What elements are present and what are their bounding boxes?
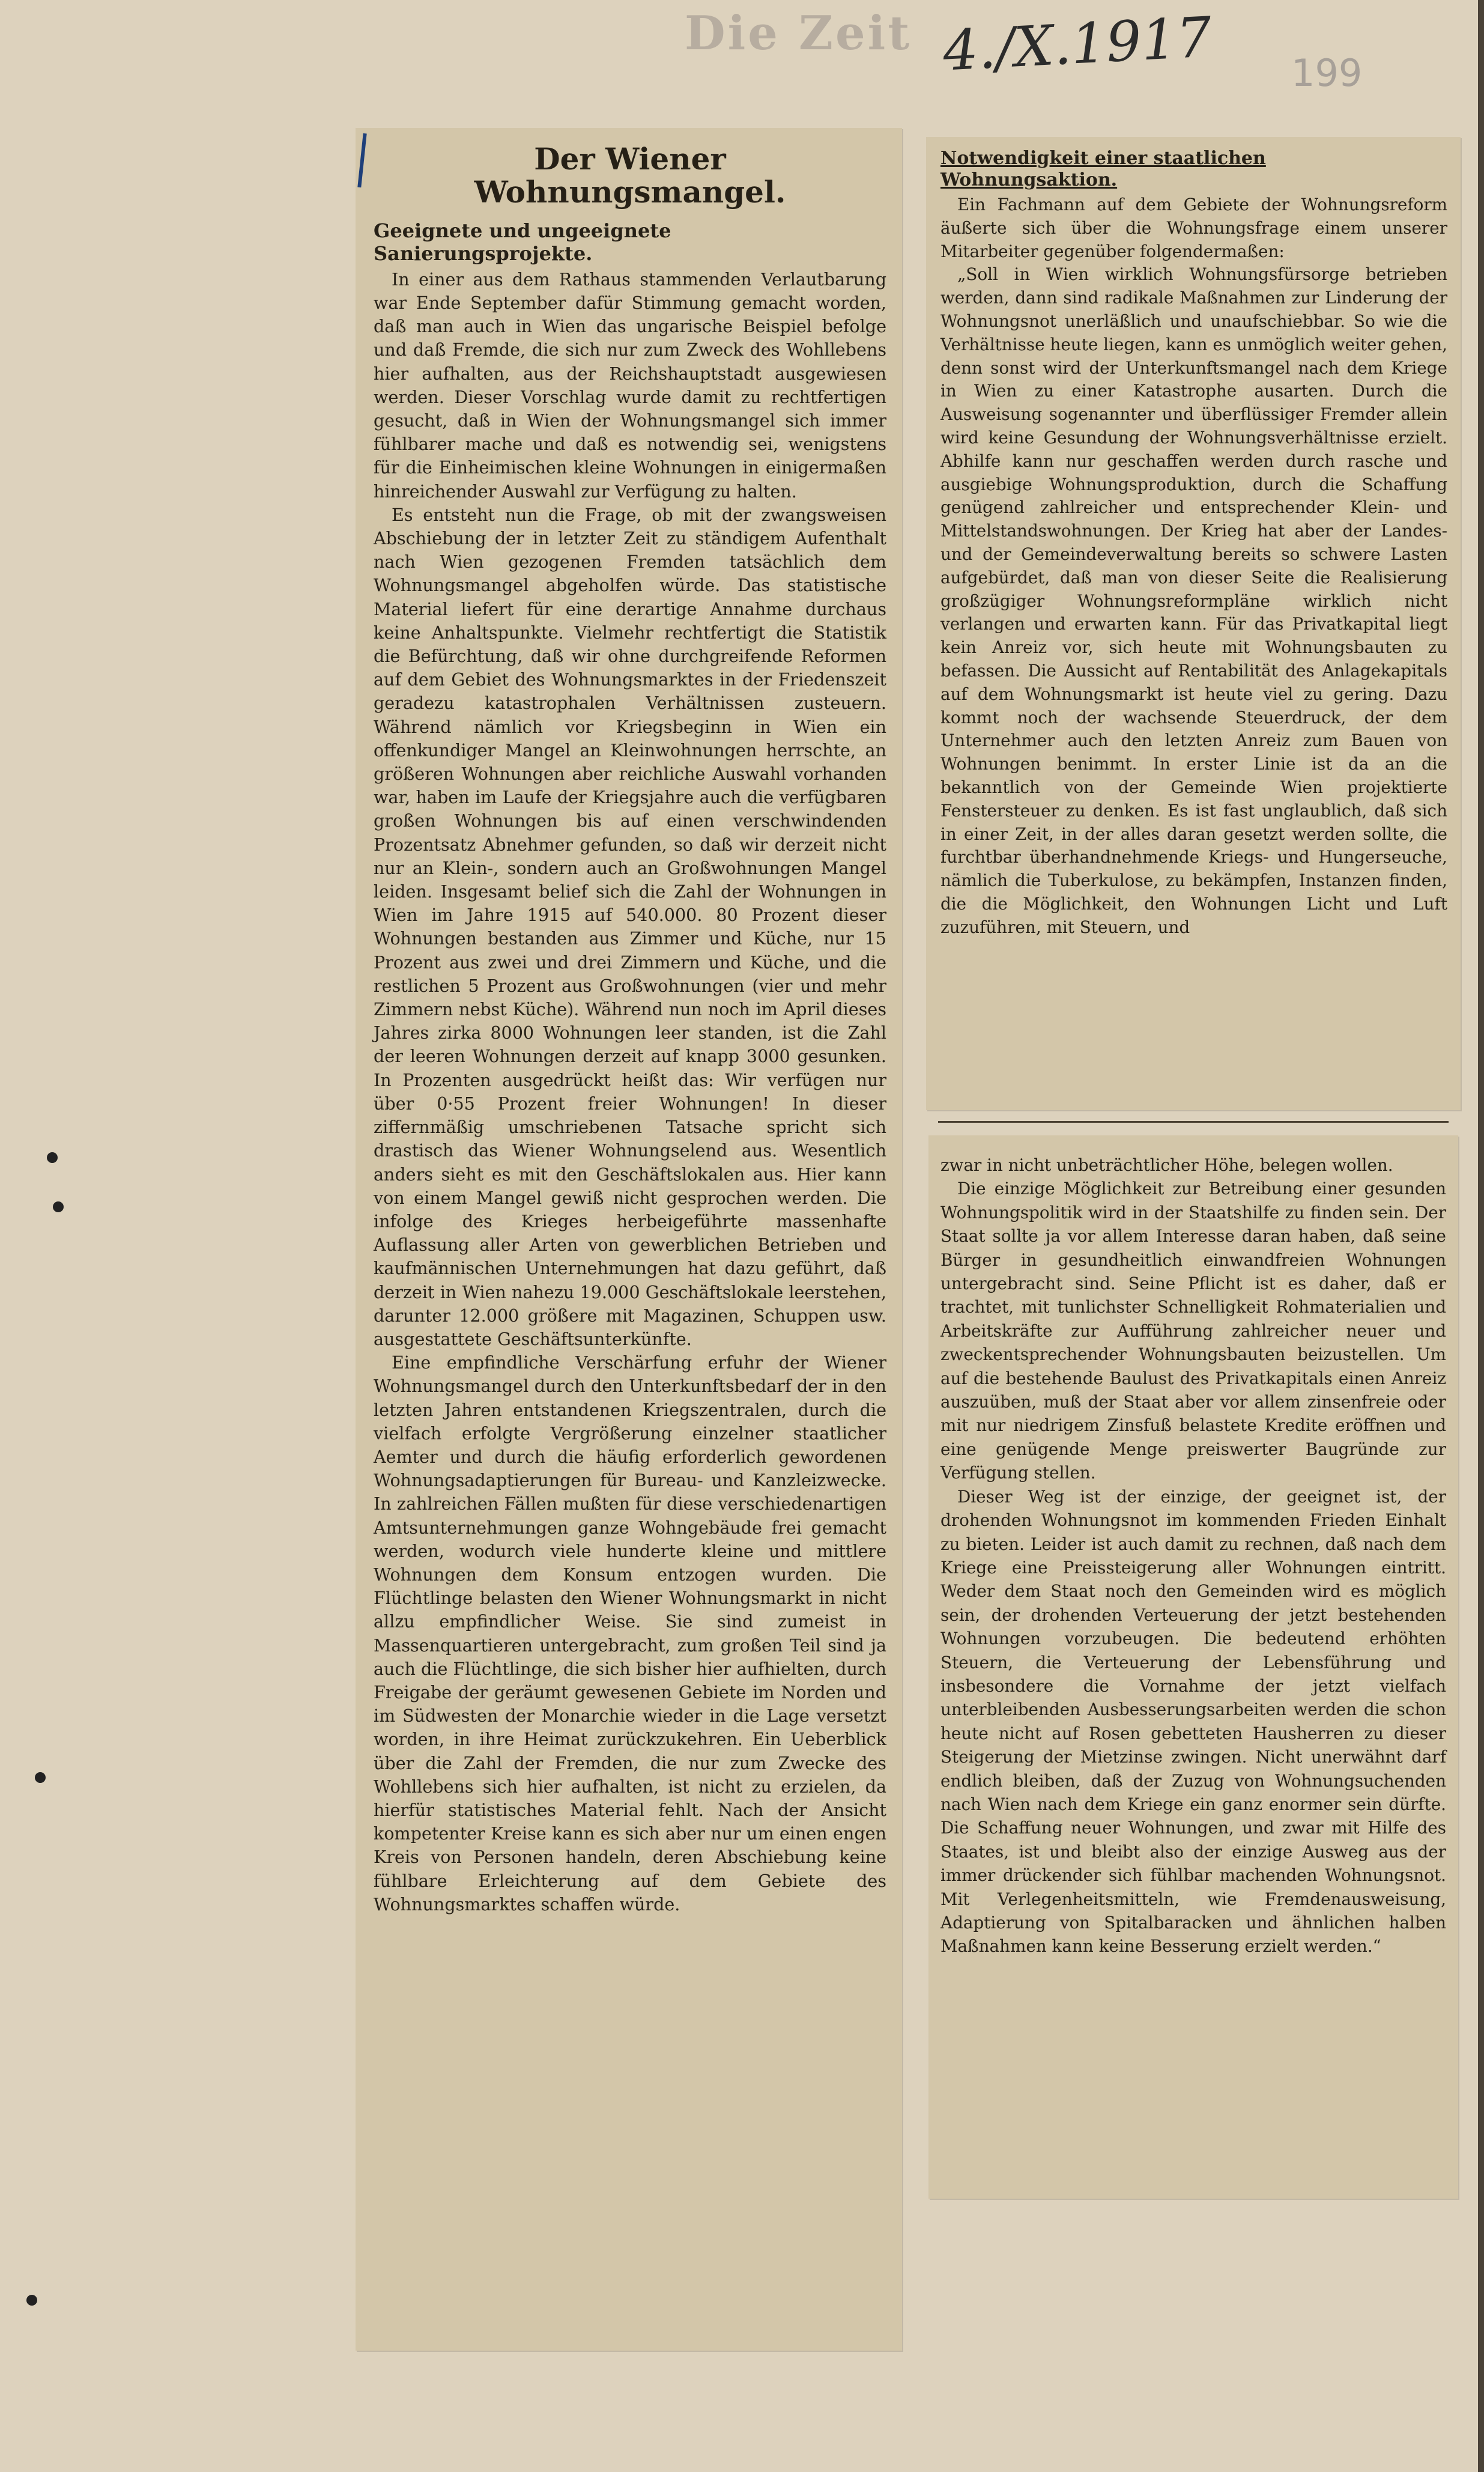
binding-hole-mark	[53, 1201, 64, 1212]
paragraph: Eine empfindliche Verschärfung erfuhr der Wiener Wohnungsmangel durch den Unterkunftsbedarf der in den letzten Jahren entstandenen Kriegszentralen, durch die vielfach erfolgte Vergrößerung einzelner staatlicher Aemter und durch die häufig erforderlich gewordenen Wohnungsadaptierungen für Bureau- und Kanzleizwecke. In zahlreichen Fällen mußten für diese verschiedenartigen Amtsunternehmungen ganze Wohngebäude frei gemacht werden, wodurch viele hunderte kleine und mittlere Wohnungen dem Konsum entzogen wurden. Die Flüchtlinge belasten den Wiener Wohnungsmarkt in nicht allzu empfindlicher Weise. Sie sind zumeist in Massenquartieren untergebracht, zum großen Teil sind ja auch die Flüchtlinge, die sich bisher hier aufhielten, durch Freigabe der geräumt gewesenen Gebiete im Norden und im Südwesten der Monarchie wieder in die Lage versetzt worden, in ihre Heimat zurückzukehren. Ein Ueberblick über die Zahl der Fremden, die nur zum Zwecke des Wohllebens sich hier aufhalten, ist nicht zu erzielen, da hierfür statistisches Material fehlt. Nach der Ansicht kompetenter Kreise kann es sich aber nur um einen engen Kreis von Personen handeln, deren Abschiebung keine fühlbare Erleichterung auf dem Gebiete des Wohnungsmarktes schaffen würde.	[374, 1352, 886, 1915]
article-clipping-right-bottom	[928, 1135, 1458, 2199]
clipping-divider	[938, 1121, 1449, 1123]
binding-hole-mark	[35, 1772, 46, 1783]
paragraph: Die einzige Möglichkeit zur Betreibung einer gesunden Wohnungspolitik wird in der Staatshilfe zu finden sein. Der Staat sollte ja vor allem Interesse daran haben, daß seine Bürger in gesundheitlich einwandfreien Wohnungen untergebracht sind. Seine Pflicht ist es daher, daß er trachtet, mit tunlichster Schnelligkeit Rohmaterialien und Arbeitskräfte zur Aufführung zahlreicher neuer und zweckentsprechender Wohnungsbauten beizustellen. Um auf die bestehende Baulust des Privatkapitals einen Anreiz auszuüben, muß der Staat aber vor allem zinsenfreie oder mit nur niedrigem Zinsfuß belastete Kredite eröffnen und eine genügende Menge preiswerter Baugründe zur Verfügung stellen.	[940, 1179, 1446, 1483]
newspaper-stamp: Die Zeit	[685, 6, 912, 61]
article-clipping-right-top	[926, 137, 1461, 1110]
article-clipping-left	[356, 128, 902, 2351]
binding-hole-mark	[47, 1152, 58, 1163]
binding-hole-mark	[26, 2295, 37, 2306]
paragraph: „Soll in Wien wirklich Wohnungsfürsorge betrieben werden, dann sind radikale Maßnahmen zur Linderung der Wohnungsnot unerläßlich und unaufschiebbar. So wie die Verhältnisse heute liegen, kann es unmöglich weiter gehen, denn sonst wird der Unterkunftsmangel nach dem Kriege in Wien zu einer Katastrophe ausarten. Durch die Ausweisung sogenannter und überflüssiger Fremder allein wird keine Gesundung der Wohnungsverhältnisse erzielt. Abhilfe kann nur geschaffen werden durch rasche und ausgiebige Wohnungsproduktion, durch die Schaffung genügend zahlreicher und entsprechender Klein- und Mittelstandswohnungen. Der Krieg hat aber der Landes- und der Gemeindeverwaltung bereits so schwere Lasten aufgebürdet, daß man von dieser Seite die Realisierung großzügiger Wohnungsreformpläne wirklich nicht verlangen und erwarten kann. Für das Privatkapital liegt kein Anreiz vor, sich heute mit Wohnungsbauten zu befassen. Die Aussicht auf Rentabilität des Anlagekapitals auf dem Wohnungsmarkt ist heute viel zu gering. Dazu kommt noch der wachsende Steuerdruck, der dem Unternehmer auch den letzten Anreiz zum Bauen von Wohnungen benimmt. In erster Linie ist da an die bekanntlich von der Gemeinde Wien projektierte Fenstersteuer zu denken. Es ist fast unglaublich, daß sich in einer Zeit, in der alles daran gesetzt werden sollte, die furchtbar überhandnehmende Kriegs- und Hungerseuche, nämlich die Tuberkulose, zu bekämpfen, Instanzen finden, die die Möglichkeit, den Wohnungen Licht und Luft zuzuführen, mit Steuern, und	[940, 264, 1447, 937]
paragraph: Dieser Weg ist der einzige, der geeignet ist, der drohenden Wohnungsnot im kommenden Frieden Einhalt zu bieten. Leider ist auch damit zu rechnen, daß nach dem Kriege eine Preissteigerung aller Wohnungen eintritt. Weder dem Staat noch den Gemeinden wird es möglich sein, der drohenden Verteuerung der jetzt bestehenden Wohnungen vorzubeugen. Die bedeutend erhöhten Steuern, die Verteuerung der Lebensführung und insbesondere die Vornahme der jetzt vielfach unterbleibenden Ausbesserungsarbeiten werden die schon heute nicht auf Rosen gebetteten Hausherren zu dieser Steigerung der Mietzinse zwingen. Nicht unerwähnt darf endlich bleiben, daß der Zuzug von Wohnungsuchenden nach Wien nach dem Kriege ein ganz enormer sein dürfte. Die Schaffung neuer Wohnungen, und zwar mit Hilfe des Staates, ist und bleibt also der einzige Ausweg aus der immer drückender sich fühlbar machenden Wohnungsnot. Mit Verlegenheitsmitteln, wie Fremdenausweisung, Adaptierung von Spitalbaracken und ähnlichen halben Maßnahmen kann keine Besserung erzielt werden.“	[940, 1486, 1446, 1957]
article-body-left	[374, 268, 886, 1916]
paragraph: Es entsteht nun die Frage, ob mit der zwangsweisen Abschiebung der in letzter Zeit zu ständigem Aufenthalt nach Wien gezogenen Fremden tatsächlich dem Wohnungsmangel abgeholfen würde. Das statistische Material liefert für eine derartige Annahme durchaus keine Anhaltspunkte. Vielmehr rechtfertigt die Statistik die Befürchtung, daß wir ohne durchgreifende Reformen auf dem Gebiet des Wohnungsmarktes in der Friedenszeit geradezu katastrophalen Verhältnissen zusteuern. Während nämlich vor Kriegsbeginn in Wien ein offenkundiger Mangel an Kleinwohnungen herrschte, an größeren Wohnungen aber reichliche Auswahl vorhanden war, haben im Laufe der Kriegsjahre auch die verfügbaren großen Wohnungen bis auf einen verschwindenden Prozentsatz Abnehmer gefunden, so daß wir derzeit nicht nur an Klein-, sondern auch an Großwohnungen Mangel leiden. Insgesamt belief sich die Zahl der Wohnungen in Wien im Jahre 1915 auf 540.000. 80 Prozent dieser Wohnungen bestanden aus Zimmer und Küche, nur 15 Prozent aus zwei und drei Zimmern und Küche, und die restlichen 5 Prozent aus Großwohnungen (vier und mehr Zimmern nebst Küche). Während nun noch im April dieses Jahres zirka 8000 Wohnungen leer standen, ist die Zahl der leeren Wohnungen derzeit auf knapp 3000 gesunken. In Prozenten ausgedrückt heißt das: Wir verfügen nur über 0·55 Prozent freier Wohnungen! In dieser ziffernmäßig umschriebenen Tatsache spricht sich drastisch das Wiener Wohnungselend aus. Wesentlich anders sieht es mit den Geschäftslokalen aus. Hier kann von einem Mangel gewiß nicht gesprochen werden. Die infolge des Krieges herbeigeführte massenhafte Auflassung aller Arten von gewerblichen Betrieben und kaufmännischen Unternehmungen hat dazu geführt, daß derzeit in Wien nahezu 19.000 Geschäftslokale leerstehen, darunter 12.000 größere mit Magazinen, Schuppen usw. ausgestattete Geschäftsunterkünfte.	[374, 504, 886, 1349]
page-number: 199	[1291, 51, 1363, 95]
paragraph: Ein Fachmann auf dem Gebiete der Wohnungsreform äußerte sich über die Wohnungsfrage einem unserer Mitarbeiter gegenüber folgendermaßen:	[940, 195, 1447, 261]
article-body-right-bottom	[940, 1153, 1446, 1958]
paragraph: zwar in nicht unbeträchtlicher Höhe, belegen wollen.	[940, 1155, 1393, 1175]
paragraph: In einer aus dem Rathaus stammenden Verlautbarung war Ende September dafür Stimmung gemacht worden, daß man auch in Wien das ungarische Beispiel befolge und daß Fremde, die sich nur zum Zweck des Wohllebens hier aufhalten, aus der Reichshauptstadt ausgewiesen werden. Dieser Vorschlag wurde damit zu rechtfertigen gesucht, daß in Wien der Wohnungsmangel sich immer fühlbarer mache und daß es notwendig sei, wenigstens für die Einheimischen kleine Wohnungen in einigermaßen hinreichender Auswahl zur Verfügung zu halten.	[374, 269, 886, 502]
section-headline: Notwendigkeit einer staatlichen Wohnungsaktion.	[940, 148, 1266, 190]
article-title: Der Wiener Wohnungsmangel.	[474, 141, 786, 210]
article-body-right-top	[940, 193, 1447, 940]
article-subtitle: Geeignete und ungeeignete Sanierungsprojekte.	[374, 219, 671, 266]
handwritten-date: 4./X.1917	[941, 5, 1214, 84]
